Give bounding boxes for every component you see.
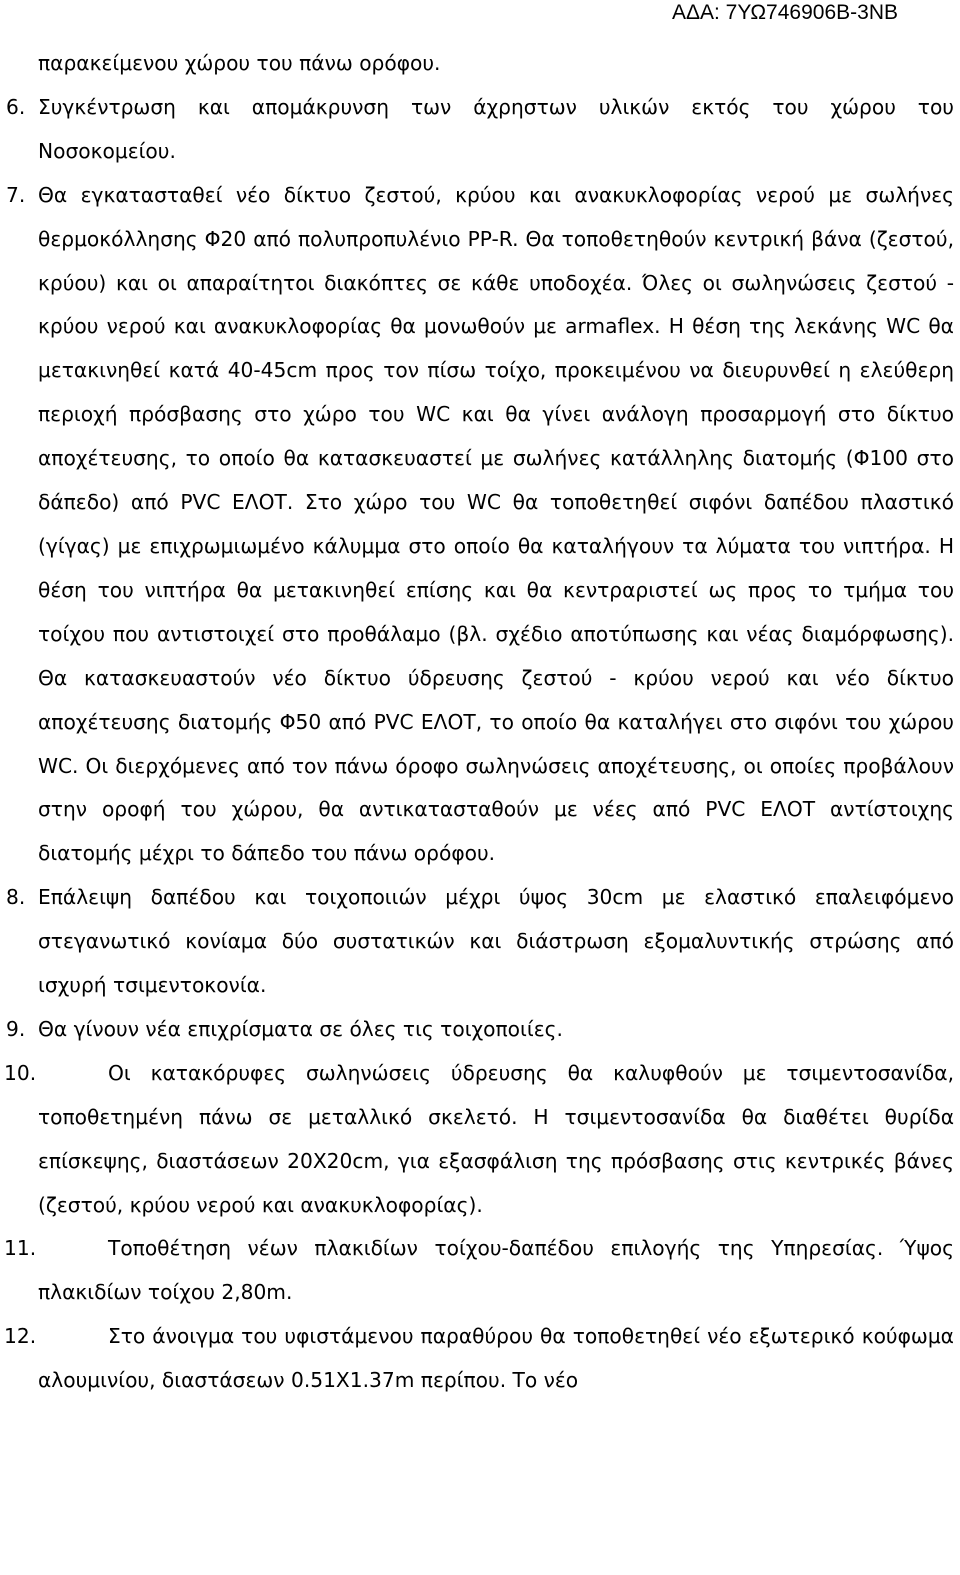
ada-code: ΑΔΑ: 7ΥΩ746906Β-3ΝΒ (671, 1, 898, 24)
item-text: Συγκέντρωση και απομάκρυνση των άχρηστων υλικών εκτός του χώρου του Νοσοκομείου. (38, 94, 954, 163)
item-text: Οι κατακόρυφες σωληνώσεις ύδρευσης θα καλυφθούν με τσιμεντοσανίδα, τοποθετημένη πάνω σε μεταλλικό σκελετό. Η τσιμεντοσανίδα θα διαθέτει θυρίδα επίσκεψης, διαστάσεων 20Χ20cm, για εξασφάλιση της πρόσβασης στις κεντρικές βάνες (ζεστού, κρύου νερού και ανακυκλοφορίας). (38, 1060, 954, 1217)
item-number: 12. (4, 1324, 37, 1349)
item-number: 10. (4, 1060, 37, 1085)
item-text: Θα γίνουν νέα επιχρίσματα σε όλες τις τοιχοποιίες. (38, 1016, 563, 1041)
document-body (4, 42, 954, 1403)
continuation-text: παρακείμενου χώρου του πάνω ορόφου. (38, 51, 441, 75)
item-text: Θα εγκατασταθεί νέο δίκτυο ζεστού, κρύου και ανακυκλοφορίας νερού με σωλήνες θερμοκόλλησης Φ20 από πολυπροπυλένιο PP-R. Θα τοποθετηθούν κεντρική βάνα (ζεστού, κρύου) και οι απαραίτητοι διακόπτες σε κάθε υποδοχέα. Όλες οι σωληνώσεις ζεστού - κρύου νερού και ανακυκλοφορίας θα μονωθούν με armaflex. Η θέση της λεκάνης WC θα μετακινηθεί κατά 40-45cm προς τον πίσω τοίχο, προκειμένου να διευρυνθεί η ελεύθερη περιοχή πρόσβασης στο χώρο του WC και θα γίνει ανάλογη προσαρμογή στο δίκτυο αποχέτευσης, το οποίο θα κατασκευαστεί με σωλήνες κατάλληλης διατομής (Φ100 στο δάπεδο) από PVC ΕΛΟΤ. Στο χώρο του WC θα τοποθετηθεί σιφόνι δαπέδου πλαστικό (γίγας) με επιχρωμιωμένο κάλυμμα στο οποίο θα καταλήγουν τα λύματα του νιπτήρα. Η θέση του νιπτήρα θα μετακινηθεί επίσης και θα κεντραριστεί ως προς το τμήμα του τοίχου που αντιστοιχεί στο προθάλαμο (βλ. σχέδιο αποτύπωσης και νέας διαμόρφωσης). Θα κατασκευαστούν νέο δίκτυο ύδρευσης ζεστού - κρύου νερού και νέο δίκτυο αποχέτευσης διατομής Φ50 από PVC ΕΛΟΤ, το οποίο θα καταλήγει στο σιφόνι του χώρου WC. Οι διερχόμενες από τον πάνω όροφο σωληνώσεις αποχέτευσης, οι οποίες προβάλουν στην οροφή του χώρου, θα αντικατασταθούν με νέες από PVC ΕΛΟΤ αντίστοιχης διατομής μέχρι το δάπεδο του πάνω ορόφου. (38, 182, 954, 866)
item-text: Στο άνοιγμα του υφιστάμενου παραθύρου θα τοποθετηθεί νέο εξωτερικό κούφωμα αλουμινίου, διαστάσεων 0.51Χ1.37m περίπου. Το νέο (38, 1324, 954, 1393)
list-item (4, 1315, 954, 1403)
item-number: 6. (6, 94, 26, 119)
list-item (4, 1227, 954, 1315)
item-number: 8. (6, 885, 26, 910)
list-item (6, 174, 954, 877)
item-text: Επάλειψη δαπέδου και τοιχοποιιών μέχρι ύψος 30cm με ελαστικό επαλειφόμενο στεγανωτικό κονίαμα δύο συστατικών και διάστρωση εξομαλυντικής στρώσης από ισχυρή τσιμεντοκονία. (38, 885, 954, 998)
item-number: 11. (4, 1236, 37, 1261)
item-number: 9. (6, 1016, 26, 1041)
list-item (6, 86, 954, 174)
list-item (6, 1008, 954, 1052)
list-item (6, 876, 954, 1008)
list-item (4, 1052, 954, 1228)
item-number: 7. (6, 182, 26, 207)
item-text: Τοποθέτηση νέων πλακιδίων τοίχου-δαπέδου επιλογής της Υπηρεσίας. Ύψος πλακιδίων τοίχου 2,80m. (38, 1236, 954, 1305)
